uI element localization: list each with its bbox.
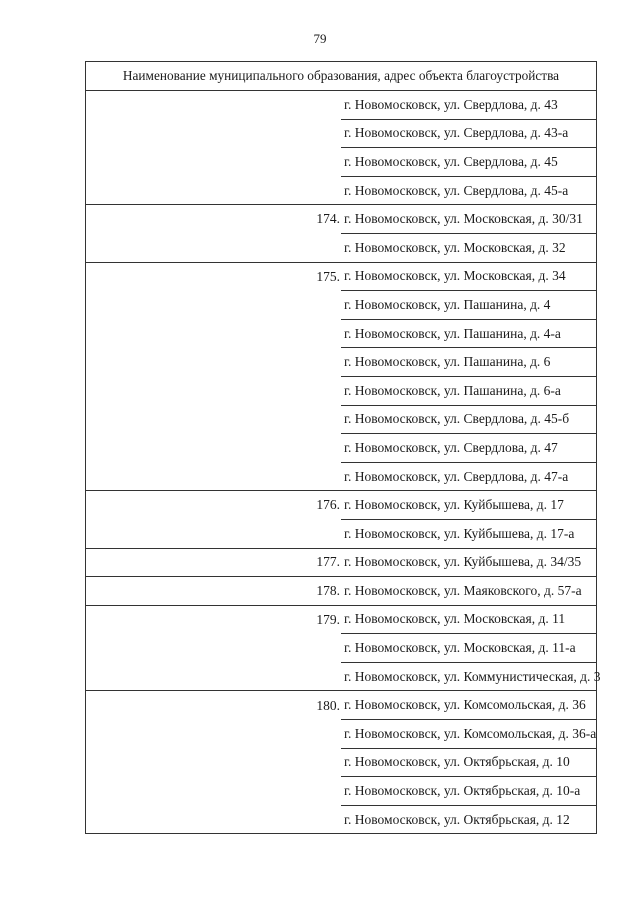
table-row bbox=[86, 577, 597, 606]
table-row bbox=[86, 662, 597, 691]
row-address: г. Новомосковск, ул. Октябрьская, д. 12 bbox=[341, 805, 597, 834]
table-row bbox=[86, 376, 597, 405]
table-row bbox=[86, 720, 597, 749]
row-address: г. Новомосковск, ул. Октябрьская, д. 10-а bbox=[341, 777, 597, 806]
row-number bbox=[86, 519, 342, 548]
row-number bbox=[86, 119, 342, 148]
table-row bbox=[86, 319, 597, 348]
row-address: г. Новомосковск, ул. Московская, д. 32 bbox=[341, 233, 597, 262]
row-address: г. Новомосковск, ул. Свердлова, д. 47 bbox=[341, 434, 597, 463]
table-body bbox=[86, 91, 601, 834]
row-address: г. Новомосковск, ул. Коммунистическая, д. 3 bbox=[341, 662, 597, 691]
row-address: г. Новомосковск, ул. Свердлова, д. 47-а bbox=[341, 462, 597, 491]
row-address: г. Новомосковск, ул. Свердлова, д. 45-б bbox=[341, 405, 597, 434]
row-number bbox=[86, 777, 342, 806]
row-address: г. Новомосковск, ул. Комсомольская, д. 36-а bbox=[341, 720, 597, 749]
row-number bbox=[86, 634, 342, 663]
row-address: г. Новомосковск, ул. Пашанина, д. 4 bbox=[341, 291, 597, 320]
row-number bbox=[86, 462, 342, 491]
table-row bbox=[86, 405, 597, 434]
row-number: 174. bbox=[86, 205, 342, 234]
table-row bbox=[86, 291, 597, 320]
table-header-row bbox=[86, 62, 597, 91]
row-address: г. Новомосковск, ул. Свердлова, д. 43-а bbox=[341, 119, 597, 148]
table-row bbox=[86, 205, 597, 234]
row-number bbox=[86, 233, 342, 262]
row-number: 180. bbox=[86, 691, 342, 720]
table-row bbox=[86, 491, 597, 520]
table-row bbox=[86, 548, 597, 577]
row-address: г. Новомосковск, ул. Комсомольская, д. 36 bbox=[341, 691, 597, 720]
row-address: г. Новомосковск, ул. Куйбышева, д. 34/35 bbox=[341, 548, 597, 577]
row-address: г. Новомосковск, ул. Свердлова, д. 45-а bbox=[341, 176, 597, 205]
row-number bbox=[86, 176, 342, 205]
table-row bbox=[86, 148, 597, 177]
row-address: г. Новомосковск, ул. Московская, д. 30/31 bbox=[341, 205, 597, 234]
row-address: г. Новомосковск, ул. Куйбышева, д. 17 bbox=[341, 491, 597, 520]
row-number: 176. bbox=[86, 491, 342, 520]
table-row bbox=[86, 691, 597, 720]
row-number: 179. bbox=[86, 605, 342, 634]
table-row bbox=[86, 777, 597, 806]
table-row bbox=[86, 119, 597, 148]
row-number bbox=[86, 805, 342, 834]
row-address: г. Новомосковск, ул. Московская, д. 11-а bbox=[341, 634, 597, 663]
table-row bbox=[86, 519, 597, 548]
row-number: 178. bbox=[86, 577, 342, 606]
row-address: г. Новомосковск, ул. Октябрьская, д. 10 bbox=[341, 748, 597, 777]
table-row bbox=[86, 434, 597, 463]
row-number bbox=[86, 348, 342, 377]
page-number: 79 bbox=[313, 31, 327, 46]
table-row bbox=[86, 462, 597, 491]
table-row bbox=[86, 748, 597, 777]
table-row bbox=[86, 805, 597, 834]
row-number bbox=[86, 91, 342, 120]
row-address: г. Новомосковск, ул. Пашанина, д. 4-а bbox=[341, 319, 597, 348]
row-number bbox=[86, 376, 342, 405]
row-address: г. Новомосковск, ул. Пашанина, д. 6-а bbox=[341, 376, 597, 405]
table-row bbox=[86, 91, 597, 120]
row-number bbox=[86, 748, 342, 777]
row-number bbox=[86, 720, 342, 749]
row-address: г. Новомосковск, ул. Московская, д. 11 bbox=[341, 605, 597, 634]
table-row bbox=[86, 176, 597, 205]
table-row bbox=[86, 634, 597, 663]
row-address: г. Новомосковск, ул. Московская, д. 34 bbox=[341, 262, 597, 291]
row-number bbox=[86, 434, 342, 463]
row-number bbox=[86, 319, 342, 348]
table-row bbox=[86, 233, 597, 262]
table-row bbox=[86, 348, 597, 377]
table-row bbox=[86, 605, 597, 634]
row-number bbox=[86, 291, 342, 320]
row-address: г. Новомосковск, ул. Свердлова, д. 43 bbox=[341, 91, 597, 120]
row-address: г. Новомосковск, ул. Пашанина, д. 6 bbox=[341, 348, 597, 377]
row-number bbox=[86, 148, 342, 177]
row-number: 175. bbox=[86, 262, 342, 291]
address-table bbox=[85, 61, 601, 834]
row-address: г. Новомосковск, ул. Маяковского, д. 57-а bbox=[341, 577, 597, 606]
table-row bbox=[86, 262, 597, 291]
row-number bbox=[86, 405, 342, 434]
row-address: г. Новомосковск, ул. Свердлова, д. 45 bbox=[341, 148, 597, 177]
row-number: 177. bbox=[86, 548, 342, 577]
table-header: Наименование муниципального образования, адрес объекта благоустройства bbox=[86, 62, 597, 91]
row-address: г. Новомосковск, ул. Куйбышева, д. 17-а bbox=[341, 519, 597, 548]
row-number bbox=[86, 662, 342, 691]
